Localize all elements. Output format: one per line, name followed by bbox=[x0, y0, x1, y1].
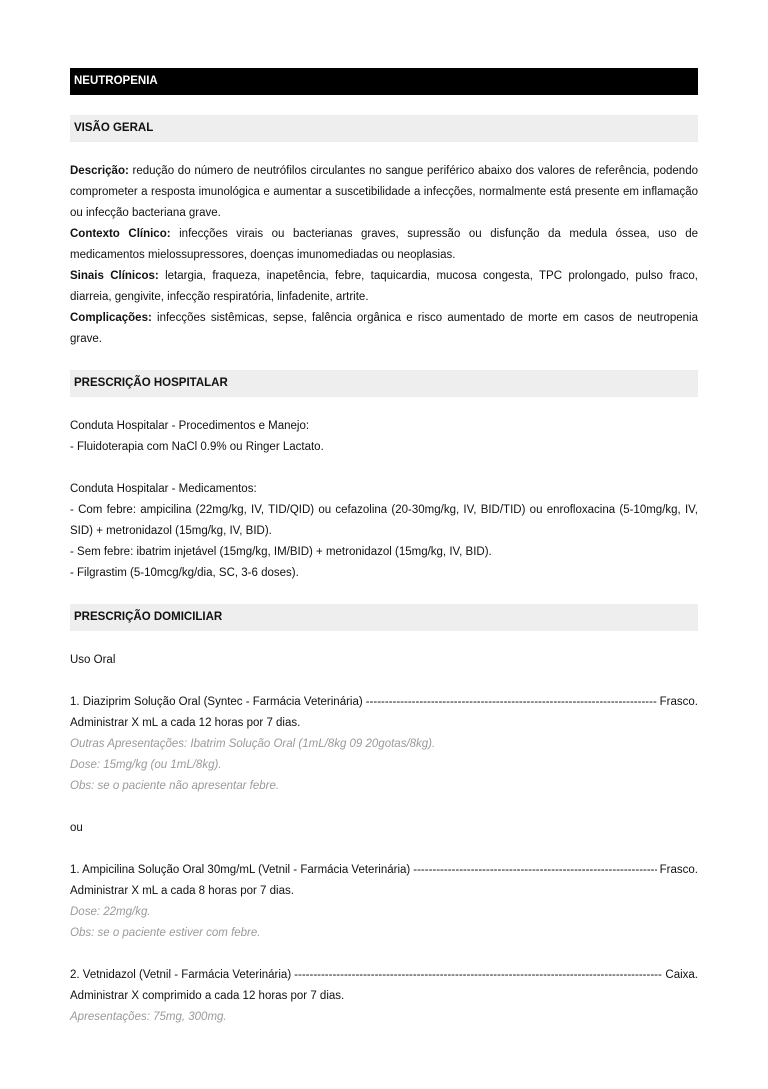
prescription-name: 2. Vetnidazol (Vetnil - Farmácia Veterinária) bbox=[70, 969, 292, 981]
medications-title: Conduta Hospitalar - Medicamentos: bbox=[70, 483, 257, 495]
prescription-instruction: Administrar X mL a cada 8 horas por 7 dias. bbox=[70, 885, 294, 897]
prescription-name: 1. Diaziprim Solução Oral (Syntec - Farmácia Veterinária) bbox=[70, 696, 363, 708]
prescription-note: Obs: se o paciente não apresentar febre. bbox=[70, 780, 280, 792]
procedure-item: - Fluidoterapia com NaCl 0.9% ou Ringer Lactato. bbox=[70, 441, 324, 453]
overview-clinical-context bbox=[70, 224, 698, 266]
prescription-line-3 bbox=[70, 965, 698, 986]
prescription-name: 1. Ampicilina Solução Oral 30mg/mL (Vetnil - Farmácia Veterinária) bbox=[70, 864, 411, 876]
prescription-unit: Frasco. bbox=[659, 696, 698, 708]
section-heading-overview: VISÃO GERAL bbox=[70, 115, 698, 142]
section-heading-hospital: PRESCRIÇÃO HOSPITALAR bbox=[70, 370, 698, 397]
prescription-line-1 bbox=[70, 692, 698, 713]
administration-route: Uso Oral bbox=[70, 654, 116, 666]
prescription-instruction: Administrar X mL a cada 12 horas por 7 dias. bbox=[70, 717, 301, 729]
dash-leader bbox=[413, 860, 656, 881]
description-label: Descrição: bbox=[70, 165, 129, 177]
overview-clinical-signs bbox=[70, 266, 698, 308]
description-text: redução do número de neutrófilos circulantes no sangue periférico abaixo dos valores de referência, podendo comprometer a resposta imunológica e aumentar a suscetibilidade a infecções, normalmente está presente em inflamação ou infecção bacteriana grave. bbox=[70, 165, 698, 219]
or-separator: ou bbox=[70, 822, 83, 834]
procedures-title: Conduta Hospitalar - Procedimentos e Manejo: bbox=[70, 420, 310, 432]
prescription-unit: Frasco. bbox=[659, 864, 698, 876]
prescription-instruction: Administrar X comprimido a cada 12 horas por 7 dias. bbox=[70, 990, 345, 1002]
clinical-context-text: infecções virais ou bacterianas graves, supressão ou disfunção da medula óssea, uso de medicamentos mielossupressores, doenças imunomediadas ou neoplasias. bbox=[70, 228, 698, 261]
prescription-note: Dose: 15mg/kg (ou 1mL/8kg). bbox=[70, 759, 222, 771]
dash-leader bbox=[294, 965, 662, 986]
overview-description bbox=[70, 161, 698, 224]
document-page bbox=[70, 68, 698, 1028]
medication-item: - Sem febre: ibatrim injetável (15mg/kg, IM/BID) + metronidazol (15mg/kg, IV, BID). bbox=[70, 546, 492, 558]
medication-item: - Filgrastim (5-10mcg/kg/dia, SC, 3-6 doses). bbox=[70, 567, 299, 579]
section-heading-home: PRESCRIÇÃO DOMICILIAR bbox=[70, 604, 698, 631]
prescription-note: Outras Apresentações: Ibatrim Solução Oral (1mL/8kg 09 20gotas/8kg). bbox=[70, 738, 436, 750]
document-title: NEUTROPENIA bbox=[70, 68, 698, 95]
medication-item: - Com febre: ampicilina (22mg/kg, IV, TID/QID) ou cefazolina (20-30mg/kg, IV, BID/TID) ou enrofloxacina (5-10mg/kg, IV, SID) + metronidazol (15mg/kg, IV, BID). bbox=[70, 504, 698, 537]
prescription-note: Dose: 22mg/kg. bbox=[70, 906, 151, 918]
clinical-context-label: Contexto Clínico: bbox=[70, 228, 171, 240]
clinical-signs-text: letargia, fraqueza, inapetência, febre, taquicardia, mucosa congesta, TPC prolongado, pulso fraco, diarreia, gengivite, infecção respiratória, linfadenite, artrite. bbox=[70, 270, 698, 303]
dash-leader bbox=[366, 692, 657, 713]
prescription-unit: Caixa. bbox=[665, 969, 698, 981]
prescription-line-2 bbox=[70, 860, 698, 881]
complications-text: infecções sistêmicas, sepse, falência orgânica e risco aumentado de morte em casos de neutropenia grave. bbox=[70, 312, 698, 345]
overview-complications bbox=[70, 308, 698, 350]
complications-label: Complicações: bbox=[70, 312, 152, 324]
prescription-note: Apresentações: 75mg, 300mg. bbox=[70, 1011, 227, 1023]
clinical-signs-label: Sinais Clínicos: bbox=[70, 270, 159, 282]
prescription-note: Obs: se o paciente estiver com febre. bbox=[70, 927, 261, 939]
